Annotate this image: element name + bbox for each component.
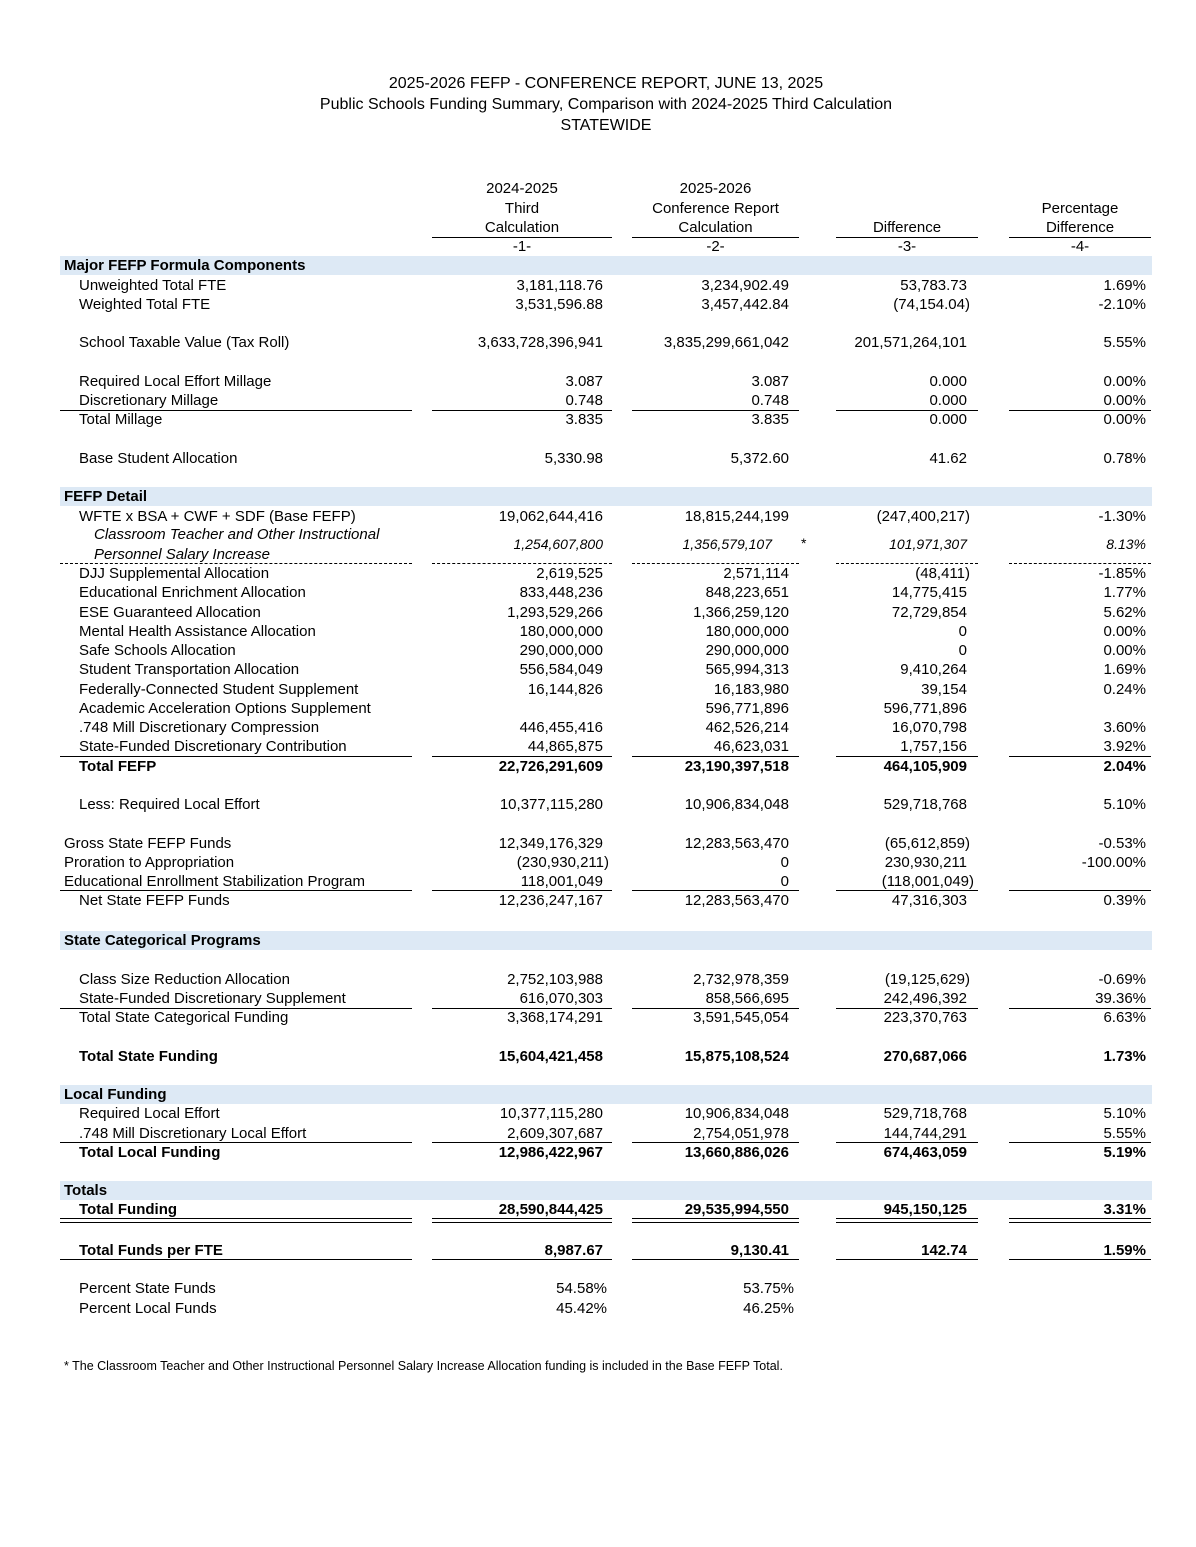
cell-col4: 39.36% xyxy=(1095,990,1146,1007)
cell-col2: 0 xyxy=(780,873,789,890)
cell-col2: 3,591,545,054 xyxy=(693,1009,789,1026)
row-label: Educational Enrollment Stabilization Program xyxy=(64,873,365,890)
cell-col1: 446,455,416 xyxy=(519,719,603,736)
cell-col3: 0.000 xyxy=(929,392,967,409)
cell-col4: 5.10% xyxy=(1103,1105,1146,1122)
cell-col4: 1.73% xyxy=(1103,1048,1146,1065)
cell-col4: 1.59% xyxy=(1103,1242,1146,1259)
cell-col1: 44,865,875 xyxy=(527,738,603,755)
section-header-local xyxy=(0,1085,1196,1104)
cell-col1: 3,181,118.76 xyxy=(516,277,603,294)
cell-col2: 46,623,031 xyxy=(713,738,789,755)
table-row-total xyxy=(0,1047,1196,1066)
table-row xyxy=(0,1124,1196,1143)
cell-col3: (48,411) xyxy=(915,565,970,582)
cell-col4: -2.10% xyxy=(1098,296,1146,313)
cell-col2: 12,283,563,470 xyxy=(684,835,789,852)
cell-col2: 858,566,695 xyxy=(705,990,789,1007)
cell-col4: -100.00% xyxy=(1081,854,1146,871)
cell-col1: 28,590,844,425 xyxy=(498,1201,603,1218)
cell-col4: -1.85% xyxy=(1098,565,1146,582)
section-title: Totals xyxy=(64,1182,108,1199)
cell-col4: 1.77% xyxy=(1103,584,1146,601)
row-label: School Taxable Value (Tax Roll) xyxy=(79,334,290,351)
cell-col4: -0.69% xyxy=(1098,971,1146,988)
table-row xyxy=(0,989,1196,1008)
table-row xyxy=(0,641,1196,660)
row-label: State-Funded Discretionary Supplement xyxy=(79,990,346,1007)
table-row xyxy=(0,1104,1196,1123)
cell-col2: 290,000,000 xyxy=(705,642,789,659)
cell-col2: 2,754,051,978 xyxy=(693,1125,789,1142)
cell-col3: 529,718,768 xyxy=(883,796,967,813)
cell-col3: 529,718,768 xyxy=(883,1105,967,1122)
row-label: Total FEFP xyxy=(79,758,157,775)
cell-col3: 596,771,896 xyxy=(883,700,967,717)
cell-col1: 3,633,728,396,941 xyxy=(477,334,603,351)
cell-col1: 3.835 xyxy=(565,411,603,428)
row-label: Total Funding xyxy=(79,1201,178,1218)
section-header-totals xyxy=(0,1181,1196,1200)
cell-col2: 23,190,397,518 xyxy=(684,758,789,775)
row-label: .748 Mill Discretionary Compression xyxy=(79,719,320,736)
cell-col2: 565,994,313 xyxy=(705,661,789,678)
col2-line3: Calculation xyxy=(678,219,753,236)
cell-col1: 10,377,115,280 xyxy=(499,796,603,813)
total-rule xyxy=(60,1259,412,1260)
cell-col4: 0.00% xyxy=(1103,642,1146,659)
cell-col4: 0.00% xyxy=(1103,623,1146,640)
table-row xyxy=(0,603,1196,622)
total-rule xyxy=(1009,1259,1151,1260)
cell-col4: -1.30% xyxy=(1098,508,1146,525)
section-title: Local Funding xyxy=(64,1086,167,1103)
table-row xyxy=(0,410,1196,429)
table-row xyxy=(0,391,1196,410)
cell-col1: 2,619,525 xyxy=(536,565,603,582)
cell-col3: 142.74 xyxy=(921,1242,967,1259)
row-label: Required Local Effort Millage xyxy=(79,373,272,390)
cell-col1: 1,254,607,800 xyxy=(513,536,603,552)
col4-number: -4- xyxy=(1070,238,1090,255)
table-row xyxy=(0,333,1196,352)
cell-col3: (118,001,049) xyxy=(881,873,974,890)
cell-col1: 556,584,049 xyxy=(519,661,603,678)
row-label: Percent State Funds xyxy=(79,1280,216,1297)
cell-col2: 3.087 xyxy=(751,373,789,390)
row-label: .748 Mill Discretionary Local Effort xyxy=(79,1125,307,1142)
cell-col1: (230,930,211) xyxy=(516,854,609,871)
row-label: Educational Enrichment Allocation xyxy=(79,584,306,601)
table-row xyxy=(0,699,1196,718)
row-label: Gross State FEFP Funds xyxy=(64,835,232,852)
cell-col3: 16,070,798 xyxy=(891,719,967,736)
cell-col4: 1.69% xyxy=(1103,661,1146,678)
col4-line3: Difference xyxy=(1045,219,1115,236)
cell-col1: 118,001,049 xyxy=(520,873,603,890)
table-row xyxy=(0,449,1196,468)
cell-col2: 2,571,114 xyxy=(723,565,789,582)
row-label: Academic Acceleration Options Supplement xyxy=(79,700,371,717)
cell-col1: 3,368,174,291 xyxy=(507,1009,603,1026)
cell-col4: 8.13% xyxy=(1106,536,1146,552)
report-subtitle: Public Schools Funding Summary, Comparison with 2024-2025 Third Calculation xyxy=(319,96,893,113)
cell-col1: 54.58% xyxy=(556,1280,607,1297)
double-rule xyxy=(60,1218,412,1223)
cell-col1: 22,726,291,609 xyxy=(498,758,603,775)
double-rule xyxy=(836,1218,978,1223)
section-header-categorical xyxy=(0,931,1196,950)
table-row xyxy=(0,970,1196,989)
table-row xyxy=(0,834,1196,853)
cell-col1: 12,986,422,967 xyxy=(498,1144,603,1161)
row-label: Total Millage xyxy=(79,411,163,428)
cell-col3: 47,316,303 xyxy=(891,892,967,909)
table-row xyxy=(0,372,1196,391)
table-row xyxy=(0,680,1196,699)
cell-col1: 290,000,000 xyxy=(519,642,603,659)
row-label: Classroom Teacher and Other Instructional xyxy=(94,526,380,543)
table-row xyxy=(0,1299,1196,1318)
cell-col4: 0.00% xyxy=(1103,373,1146,390)
row-label: Total State Categorical Funding xyxy=(79,1009,289,1026)
cell-col2: 53.75% xyxy=(743,1280,794,1297)
col2-number: -2- xyxy=(706,238,725,255)
total-rule xyxy=(836,1259,978,1260)
cell-col1: 19,062,644,416 xyxy=(498,508,603,525)
table-row-total xyxy=(0,757,1196,776)
double-rule xyxy=(632,1218,799,1223)
cell-col3: 53,783.73 xyxy=(900,277,967,294)
table-row xyxy=(0,583,1196,602)
table-row xyxy=(0,564,1196,583)
cell-col3: 464,105,909 xyxy=(883,758,967,775)
table-row xyxy=(0,660,1196,679)
cell-col1: 2,752,103,988 xyxy=(507,971,603,988)
cell-col4: 1.69% xyxy=(1103,277,1146,294)
cell-col4: 3.60% xyxy=(1103,719,1146,736)
cell-col4: 0.78% xyxy=(1103,450,1146,467)
cell-col3: (247,400,217) xyxy=(876,508,970,525)
cell-col2: 0 xyxy=(780,854,789,871)
cell-col3: 201,571,264,101 xyxy=(854,334,967,351)
total-rule xyxy=(432,1259,612,1260)
col2-line2: Conference Report xyxy=(652,200,779,217)
row-label: Federally-Connected Student Supplement xyxy=(79,681,359,698)
cell-col2: 9,130.41 xyxy=(730,1242,789,1259)
cell-col1: 0.748 xyxy=(565,392,603,409)
table-row-total xyxy=(0,1200,1196,1219)
table-row xyxy=(0,872,1196,891)
cell-col4: 0.00% xyxy=(1103,392,1146,409)
table-row-classroom-teacher xyxy=(0,525,1196,565)
cell-col3: 945,150,125 xyxy=(883,1201,967,1218)
row-label: Discretionary Millage xyxy=(79,392,219,409)
cell-col3: 0 xyxy=(958,642,967,659)
cell-col3: (74,154.04) xyxy=(893,296,970,313)
cell-col3: 0 xyxy=(958,623,967,640)
footnote-asterisk: * xyxy=(801,535,807,551)
cell-col4: 0.24% xyxy=(1103,681,1146,698)
row-label-line2: Personnel Salary Increase xyxy=(94,546,270,563)
section-title: Major FEFP Formula Components xyxy=(64,257,306,274)
cell-col2: 3.835 xyxy=(751,411,789,428)
cell-col1: 45.42% xyxy=(556,1300,607,1317)
cell-col4: 0.39% xyxy=(1103,892,1146,909)
report-title: 2025-2026 FEFP - CONFERENCE REPORT, JUNE 13, 2025 xyxy=(388,75,824,92)
cell-col4: 3.31% xyxy=(1103,1201,1146,1218)
cell-col2: 10,906,834,048 xyxy=(684,796,789,813)
cell-col1: 2,609,307,687 xyxy=(507,1125,603,1142)
row-label: Less: Required Local Effort xyxy=(79,796,260,813)
cell-col1: 1,293,529,266 xyxy=(507,604,603,621)
cell-col2: 848,223,651 xyxy=(705,584,789,601)
cell-col2: 3,835,299,661,042 xyxy=(663,334,789,351)
table-row xyxy=(0,891,1196,910)
cell-col2: 46.25% xyxy=(743,1300,794,1317)
row-label: ESE Guaranteed Allocation xyxy=(79,604,261,621)
cell-col2: 16,183,980 xyxy=(713,681,789,698)
row-label: Required Local Effort xyxy=(79,1105,220,1122)
cell-col4: 6.63% xyxy=(1103,1009,1146,1026)
row-label: WFTE x BSA + CWF + SDF (Base FEFP) xyxy=(79,508,356,525)
total-rule xyxy=(632,1259,799,1260)
cell-col1: 3.087 xyxy=(565,373,603,390)
cell-col3: 223,370,763 xyxy=(883,1009,967,1026)
cell-col1: 16,144,826 xyxy=(527,681,603,698)
cell-col1: 12,349,176,329 xyxy=(498,835,603,852)
cell-col4: 5.19% xyxy=(1103,1144,1146,1161)
cell-col1: 8,987.67 xyxy=(544,1242,603,1259)
row-label: Percent Local Funds xyxy=(79,1300,217,1317)
col3-line3: Difference xyxy=(872,219,942,236)
table-row xyxy=(0,795,1196,814)
cell-col3: 9,410,264 xyxy=(900,661,967,678)
col1-number: -1- xyxy=(512,238,532,255)
cell-col2: 13,660,886,026 xyxy=(684,1144,789,1161)
cell-col3: 72,729,854 xyxy=(891,604,967,621)
row-label: State-Funded Discretionary Contribution xyxy=(79,738,347,755)
row-label: Net State FEFP Funds xyxy=(79,892,230,909)
cell-col3: 144,744,291 xyxy=(883,1125,967,1142)
table-row xyxy=(0,737,1196,756)
cell-col4: 3.92% xyxy=(1103,738,1146,755)
cell-col1: 12,236,247,167 xyxy=(498,892,603,909)
cell-col4: -0.53% xyxy=(1098,835,1146,852)
cell-col3: 270,687,066 xyxy=(883,1048,967,1065)
section-header-detail xyxy=(0,487,1196,506)
cell-col3: 230,930,211 xyxy=(884,854,967,871)
cell-col2: 1,366,259,120 xyxy=(693,604,789,621)
cell-col4: 5.10% xyxy=(1103,796,1146,813)
row-label: DJJ Supplemental Allocation xyxy=(79,565,270,582)
table-row xyxy=(0,718,1196,737)
row-label: Total State Funding xyxy=(79,1048,218,1065)
cell-col2: 10,906,834,048 xyxy=(684,1105,789,1122)
cell-col1: 180,000,000 xyxy=(519,623,603,640)
double-rule xyxy=(432,1218,612,1223)
col2-line1: 2025-2026 xyxy=(679,180,752,197)
col1-line1: 2024-2025 xyxy=(486,180,558,197)
section-title: FEFP Detail xyxy=(64,488,148,505)
section-header-major xyxy=(0,256,1196,275)
cell-col3: 14,775,415 xyxy=(891,584,967,601)
cell-col4: 5.62% xyxy=(1103,604,1146,621)
cell-col4: 0.00% xyxy=(1103,411,1146,428)
cell-col3: 0.000 xyxy=(929,411,967,428)
row-label: Proration to Appropriation xyxy=(64,854,235,871)
cell-col3: 0.000 xyxy=(929,373,967,390)
row-label: Student Transportation Allocation xyxy=(79,661,300,678)
cell-col2: 12,283,563,470 xyxy=(684,892,789,909)
cell-col2: 1,356,579,107 xyxy=(682,536,772,552)
footnote: * The Classroom Teacher and Other Instructional Personnel Salary Increase Allocation funding is included in the Base FEFP Total. xyxy=(64,1359,783,1373)
cell-col3: 674,463,059 xyxy=(883,1144,967,1161)
cell-col2: 3,234,902.49 xyxy=(701,277,789,294)
row-label: Weighted Total FTE xyxy=(79,296,211,313)
cell-col2: 462,526,214 xyxy=(705,719,789,736)
col1-line3: Calculation xyxy=(484,219,560,236)
row-label: Safe Schools Allocation xyxy=(79,642,236,659)
double-rule xyxy=(1009,1218,1151,1223)
table-row xyxy=(0,507,1196,526)
cell-col2: 15,875,108,524 xyxy=(684,1048,789,1065)
row-label: Mental Health Assistance Allocation xyxy=(79,623,316,640)
cell-col3: 39,154 xyxy=(921,681,967,698)
cell-col2: 596,771,896 xyxy=(705,700,789,717)
cell-col2: 3,457,442.84 xyxy=(701,296,789,313)
cell-col2: 18,815,244,199 xyxy=(684,508,789,525)
cell-col3: 41.62 xyxy=(929,450,967,467)
col1-line2: Third xyxy=(504,200,540,217)
cell-col3: (19,125,629) xyxy=(884,971,970,988)
row-label: Total Funds per FTE xyxy=(79,1242,223,1259)
table-row xyxy=(0,622,1196,641)
table-row xyxy=(0,295,1196,314)
report-scope: STATEWIDE xyxy=(560,117,652,134)
cell-col4: 5.55% xyxy=(1103,334,1146,351)
cell-col3: 1,757,156 xyxy=(900,738,967,755)
row-label: Unweighted Total FTE xyxy=(79,277,227,294)
table-row xyxy=(0,1008,1196,1027)
table-row-total xyxy=(0,1241,1196,1260)
cell-col2: 180,000,000 xyxy=(705,623,789,640)
row-label: Class Size Reduction Allocation xyxy=(79,971,290,988)
cell-col2: 5,372.60 xyxy=(730,450,789,467)
cell-col2: 0.748 xyxy=(751,392,789,409)
cell-col1: 10,377,115,280 xyxy=(499,1105,603,1122)
cell-col1: 833,448,236 xyxy=(519,584,603,601)
cell-col1: 5,330.98 xyxy=(544,450,603,467)
row-label: Base Student Allocation xyxy=(79,450,238,467)
cell-col2: 29,535,994,550 xyxy=(684,1201,789,1218)
cell-col3: 242,496,392 xyxy=(883,990,967,1007)
cell-col1: 15,604,421,458 xyxy=(498,1048,603,1065)
cell-col1: 3,531,596.88 xyxy=(515,296,603,313)
cell-col4: 5.55% xyxy=(1103,1125,1146,1142)
cell-col2: 2,732,978,359 xyxy=(693,971,789,988)
cell-col1: 616,070,303 xyxy=(519,990,603,1007)
table-row-total xyxy=(0,1143,1196,1162)
cell-col3: (65,612,859) xyxy=(884,835,970,852)
col3-number: -3- xyxy=(897,238,917,255)
row-label: Total Local Funding xyxy=(79,1144,221,1161)
cell-col4: 2.04% xyxy=(1103,758,1146,775)
col4-line2: Percentage xyxy=(1041,200,1119,217)
cell-col3: 101,971,307 xyxy=(889,536,967,552)
table-row xyxy=(0,1279,1196,1298)
section-title: State Categorical Programs xyxy=(64,932,261,949)
table-row xyxy=(0,853,1196,872)
table-row xyxy=(0,276,1196,295)
